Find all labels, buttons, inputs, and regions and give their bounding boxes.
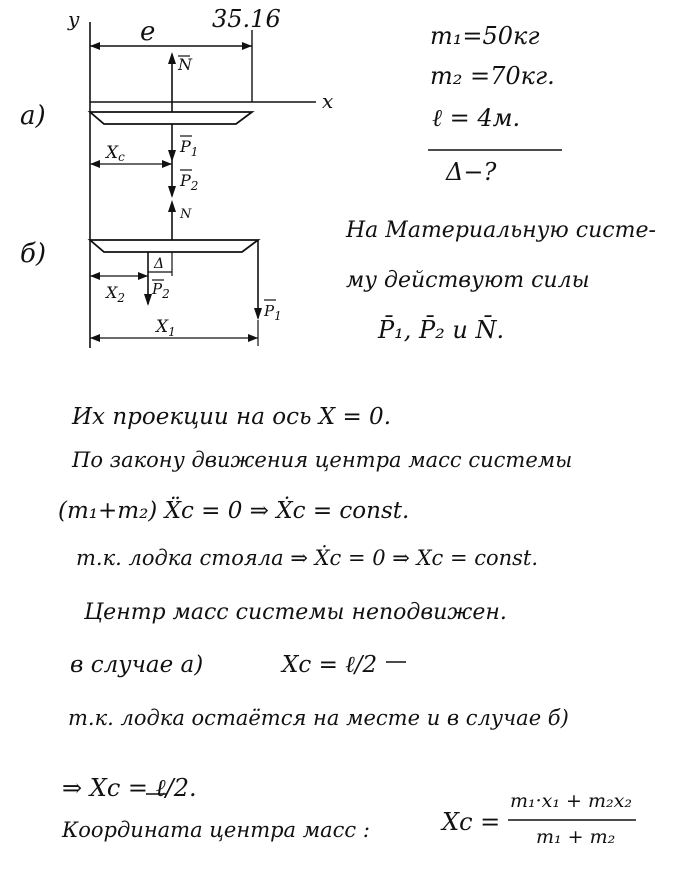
part-b-label: б) — [20, 239, 47, 269]
boat-b — [90, 240, 258, 252]
xc-label-a: Xc — [106, 143, 125, 164]
p2-label-b: $P_2$ — [152, 280, 170, 301]
dim-arrow-right — [242, 42, 252, 50]
solution-line-7: т.к. лодка остаётся на месте и в случае б) — [68, 706, 569, 730]
x-axis-label: x — [322, 89, 334, 113]
problem-number: 35.16 — [212, 5, 281, 33]
x1-arrow-left — [90, 334, 100, 342]
normal-arrow-b — [168, 200, 176, 212]
x2-arrow-left — [90, 272, 100, 280]
dim-arrow-left — [90, 42, 100, 50]
y-axis-label: y — [68, 7, 80, 31]
xc-arrow-left-a — [90, 160, 100, 168]
p2-arrow-a — [168, 186, 176, 198]
xc-formula-lhs: Xc = — [442, 808, 501, 836]
p2-arrow-b — [144, 294, 152, 306]
p1-arrow-b — [254, 308, 262, 320]
forces-line-2: му действуют силы — [346, 268, 590, 293]
solution-line-3: (m₁+m₂) Ẍc = 0 ⇒ Ẋc = const. — [58, 498, 410, 524]
given-m1: m₁=50кг — [430, 22, 540, 50]
given-length: ℓ = 4м. — [432, 104, 521, 132]
p1-label-b: $P_1$ — [264, 302, 282, 323]
normal-label-a: N — [178, 55, 192, 74]
forces-line-3: P̄₁, P̄₂ и N̄. — [378, 316, 505, 344]
solution-line-2: По закону движения центра масс системы — [72, 448, 573, 472]
solution-line-6-formula: Xc = ℓ/2 — [282, 652, 378, 678]
xc-formula-numerator: m₁·x₁ + m₂x₂ — [510, 790, 632, 812]
given-find: Δ−? — [446, 158, 497, 186]
p1-arrow-a — [168, 150, 176, 162]
p2-label-a: $P_2$ — [180, 171, 199, 193]
normal-arrow-a — [168, 52, 176, 64]
delta-label: Δ — [154, 256, 165, 272]
normal-label-b: N — [180, 207, 192, 222]
xc-arrow-right-a — [162, 160, 172, 168]
x1-arrow-right — [248, 334, 258, 342]
p1-label-a: $P_1$ — [180, 137, 199, 159]
x2-arrow-right — [138, 272, 148, 280]
part-a-label: a) — [20, 101, 46, 131]
length-label: e — [140, 17, 156, 47]
solution-line-9-text: Координата центра масс : — [62, 818, 370, 842]
forces-line-1: На Материальную систе- — [346, 218, 656, 243]
xc-formula-denominator: m₁ + m₂ — [536, 826, 616, 848]
solution-line-6-text: в случае a) — [70, 652, 204, 678]
boat-a — [90, 112, 252, 124]
solution-line-5: Центр масс системы неподвижен. — [84, 600, 507, 625]
solution-line-4: т.к. лодка стояла ⇒ Ẋc = 0 ⇒ Xc = const. — [76, 546, 539, 570]
given-m2: m₂ =70кг. — [430, 62, 555, 90]
x2-label: $X_2$ — [106, 283, 126, 305]
solution-line-1: Их проекции на ось X = 0. — [72, 404, 392, 430]
solution-line-8: ⇒ Xc = ℓ/2. — [62, 774, 197, 802]
x1-label: $X_1$ — [156, 317, 176, 339]
